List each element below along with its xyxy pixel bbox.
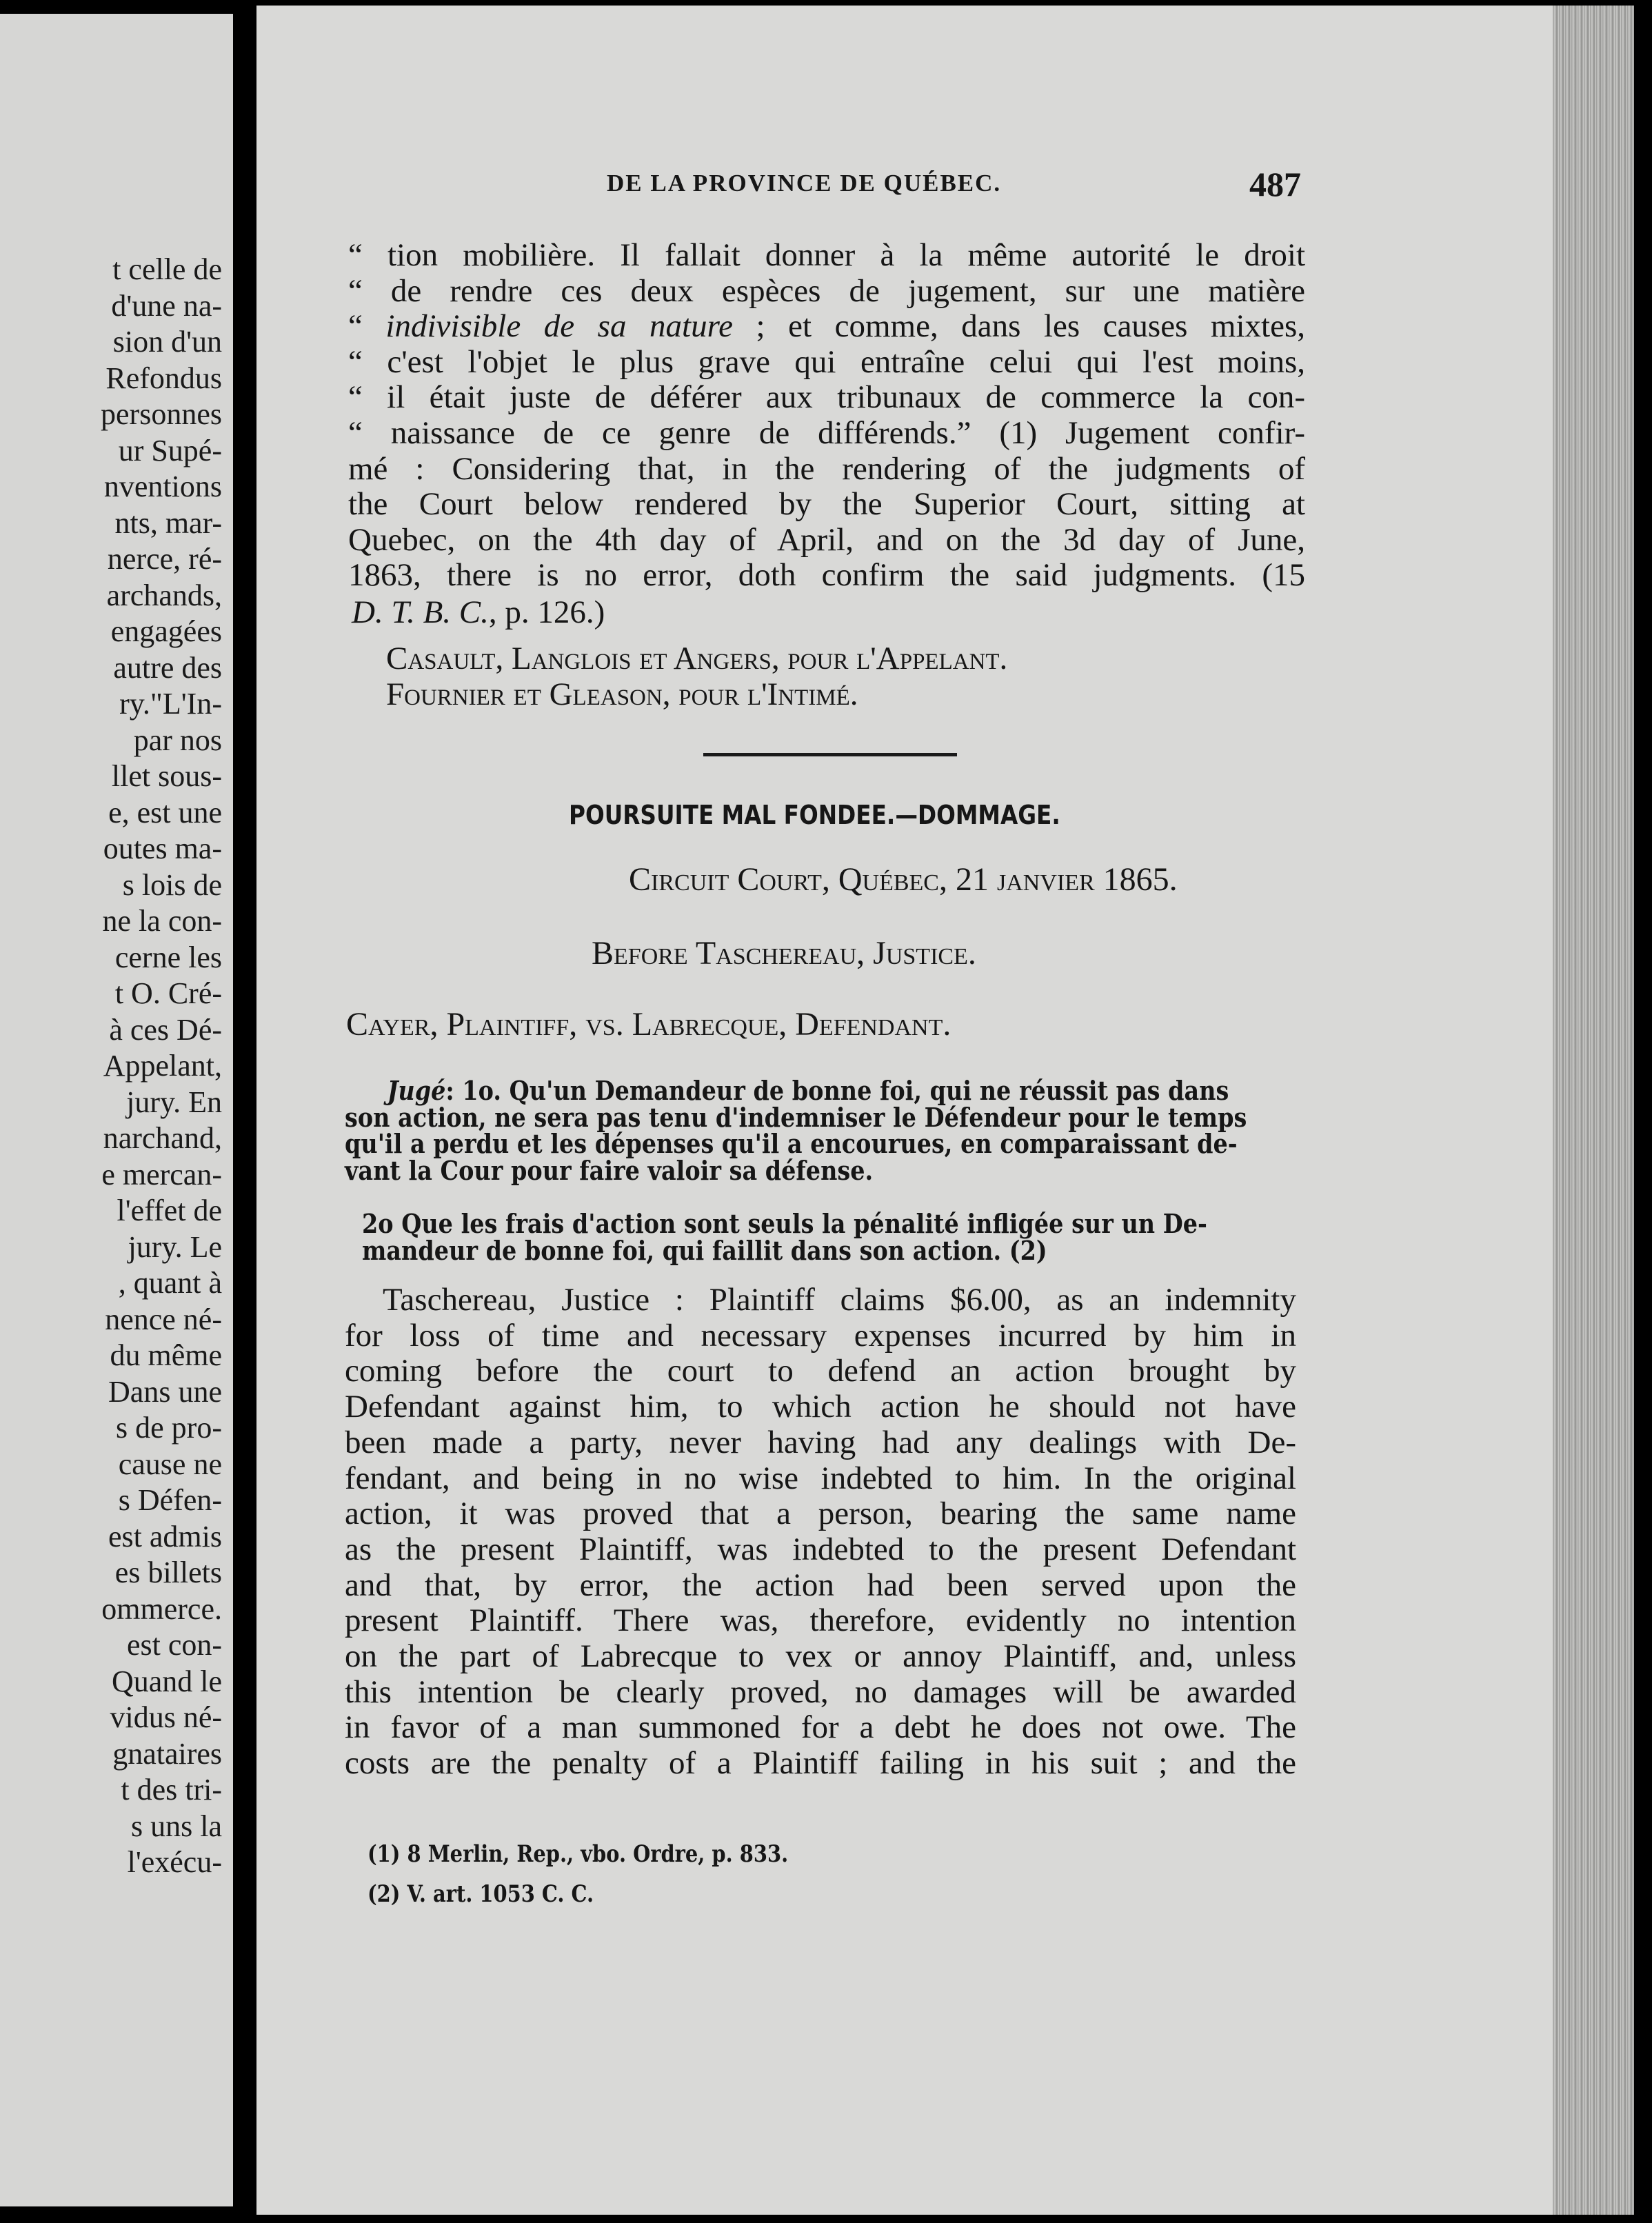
left-page-line: gnataires [112,1736,222,1771]
left-page-line: , quant à [118,1266,222,1300]
left-page-line: l'exécu- [127,1845,222,1879]
left-page-line: s de pro- [116,1411,222,1445]
left-page-line: ur Supé- [118,433,222,467]
quote-line: Quebec, on the 4th day of April, and on the 3d day of June, [348,521,1305,558]
headnote-1 [345,1075,1247,1186]
running-head: DE LA PROVINCE DE QUÉBEC. [607,170,1002,197]
left-page-line: à ces Dé- [109,1012,222,1047]
citation-rest: , p. 126.) [488,594,605,630]
left-page-line: sion d'un [112,325,222,359]
opinion-line: fendant, and being in no wise indebted to him. In the original [345,1460,1296,1496]
left-page-line: Refondus [105,361,222,395]
left-page-line: s lois de [122,867,222,902]
left-page-line: du même [110,1338,222,1372]
left-page-line: est admis [108,1519,222,1553]
footnotes [367,1834,788,1914]
quote-line: the Court below rendered by the Superior Court, sitting at [348,486,1305,523]
left-page [0,14,233,2206]
quote-line: “ tion mobilière. Il fallait donner à la même autorité le droit [348,237,1305,273]
quote-line: “ naissance de ce genre de différends.” (1) Jugement confir- [348,414,1305,451]
left-page-line: nventions [103,470,222,503]
quote-line: 1863, there is no error, doth confirm the said judgments. (15 [348,557,1305,594]
left-page-line: t des tri- [121,1773,222,1807]
opinion-line: present Plaintiff. There was, therefore, evidently no intention [345,1602,1296,1639]
headnote-line: son action, ne sera pas tenu d'indemniser le Défendeur pour le temps [345,1101,1247,1133]
left-page-line: archands, [106,578,222,612]
page-edge [1553,6,1634,2215]
headnote-line: vant la Cour pour faire valoir sa défense. [345,1154,874,1186]
left-page-line: jury. En [126,1085,222,1119]
quote-italic: indivisible de sa nature [385,308,733,345]
opinion-line: and that, by error, the action had been served upon the [345,1567,1296,1603]
left-page-line: jury. Le [128,1229,222,1264]
left-page-line: e mercan- [101,1157,222,1191]
headnote-line [345,1075,1229,1106]
headnote-text: : 1o. Qu'un Demandeur de bonne foi, qui ne réussit pas dans [445,1075,1229,1106]
opinion-line: been made a party, never having had any dealings with De- [345,1424,1296,1460]
left-page-line: outes ma- [103,832,222,865]
counsel-respondent: Fournier et Gleason, pour l'Intimé. [386,676,858,712]
left-page-line: s Défen- [118,1483,222,1517]
left-page-line: personnes [101,397,222,431]
left-page-line: par nos [133,723,222,757]
left-page-line: vidus né- [110,1700,222,1734]
footnote: (2) V. art. 1053 C. C. [367,1880,594,1908]
left-page-line: autre des [113,650,222,685]
opinion-line: costs are the penalty of a Plaintiff failing in his suit ; and the [345,1745,1296,1782]
left-page-line: nerce, ré- [107,542,222,576]
quote-block [348,238,1305,594]
left-page-line: d'une na- [111,288,222,323]
opinion-line: Taschereau, Justice : Plaintiff claims $6.00, as an indemnity [383,1282,1296,1318]
left-page-line: s uns la [131,1809,222,1843]
left-page-line: est con- [126,1628,222,1662]
left-page-line: ommerce. [101,1591,222,1626]
parties-line: Cayer, Plaintiff, vs. Labrecque, Defendant. [346,1006,951,1043]
opinion-line: for loss of time and necessary expenses incurred by him in [345,1317,1296,1354]
citation-abbrev: D. T. B. C. [352,594,489,630]
counsel-appellant: Casault, Langlois et Angers, pour l'Appelant. [386,641,1008,676]
footnote: (1) 8 Merlin, Rep., vbo. Ordre, p. 833. [367,1840,789,1868]
quote-line: “ c'est l'objet le plus grave qui entraîne celui qui l'est moins, [348,343,1305,380]
section-divider [703,753,957,756]
left-page-line: engagées [110,614,222,648]
left-page-line: t O. Cré- [114,976,222,1010]
left-page-line: narchand, [103,1121,222,1155]
left-page-line: Quand le [111,1664,222,1698]
opinion-line: on the part of Labrecque to vex or annoy Plaintiff, and, unless [345,1638,1296,1675]
headnote-label: Jugé [387,1075,446,1106]
opinion-line: action, it was proved that a person, bearing the same name [345,1496,1296,1532]
left-page-line: ne la con- [102,904,222,938]
opinion-text [345,1282,1296,1782]
left-page-line: Appelant, [103,1049,222,1083]
left-page-line: llet sous- [111,759,222,793]
left-page-line: cerne les [114,940,222,974]
quote-line: “ indivisible de sa nature ; et comme, dans les causes mixtes, [348,308,1306,345]
left-page-line: Dans une [108,1374,222,1409]
left-page-line: nence né- [105,1302,222,1336]
left-page-line: cause ne [118,1447,222,1481]
page-number: 487 [1249,165,1301,203]
left-page-line: l'effet de [117,1194,222,1227]
opinion-line: this intention be clearly proved, no damages will be awarded [345,1673,1296,1710]
headnote-line: mandeur de bonne foi, qui faillit dans son action. (2) [362,1234,1047,1266]
left-page-text [101,252,222,1881]
left-page-line: ry."L'In- [119,687,222,721]
left-page-line: nts, mar- [114,505,222,540]
quote-line: “ il était juste de déférer aux tribunaux de commerce la con- [348,379,1305,416]
opinion-line: Defendant against him, to which action he should not have [345,1389,1296,1425]
quote-line: mé : Considering that, in the rendering of the judgments of [348,450,1305,487]
left-page-line: e, est une [108,795,222,829]
opinion-line: coming before the court to defend an action brought by [345,1353,1296,1389]
court-line: Circuit Court, Québec, 21 janvier 1865. [629,861,1178,898]
opinion-line: as the present Plaintiff, was indebted to the present Defendant [345,1531,1296,1567]
opinion-line: in favor of a man summoned for a debt he does not owe. The [345,1709,1296,1746]
quote-line: “ de rendre ces deux espèces de jugement, sur une matière [348,272,1305,309]
case-heading: POURSUITE MAL FONDEE.—DOMMAGE. [569,800,1060,830]
headnote-2 [362,1208,1207,1266]
quote-citation [352,595,605,631]
left-page-line: t celle de [112,252,222,286]
judge-line: Before Taschereau, Justice. [592,935,976,972]
left-page-line: es billets [114,1556,222,1589]
headnote-line: 2o Que les frais d'action sont seuls la pénalité infligée sur un De- [362,1208,1207,1239]
headnote-line: qu'il a perdu et les dépenses qu'il a encourues, en comparaissant de- [345,1128,1238,1159]
